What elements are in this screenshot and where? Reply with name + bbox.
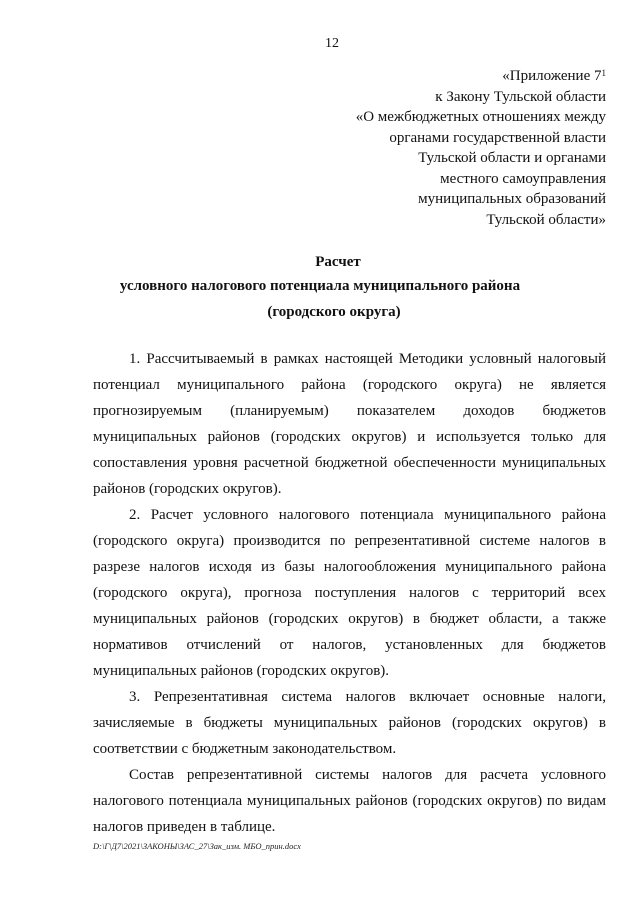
title-line-3: (городского округа) <box>267 304 401 320</box>
title-line-2: условного налогового потенциала муниципального района <box>119 278 521 294</box>
paragraph-2: 2. Расчет условного налогового потенциала муниципального района (городского округа) производится по репрезентативной системе налогов в разрезе налогов исходя из базы налогообложения муниципального района (городского округа), прогноза поступления налогов с территорий всех муниципальных районов (городских округов) в бюджет области, а также нормативов отчислений от налогов, установленных для бюджетов муниципальных районов (городских округов). <box>93 507 606 679</box>
annex-title: «Приложение 7 <box>502 68 602 84</box>
document-body <box>93 346 606 840</box>
page-number: 12 <box>325 36 339 51</box>
annex-line-8: Тульской области» <box>486 211 606 228</box>
footer-file-path: D:\Г\Д7\2021\ЗАКОНЫ\ЗАС_27\Зак_изм. МБО_прин.docx <box>93 841 301 851</box>
annex-line-6: местного самоуправления <box>440 170 606 187</box>
paragraph-3: 3. Репрезентативная система налогов включает основные налоги, зачисляемые в бюджеты муниципальных районов (городских округов) в соответствии с бюджетным законодательством. <box>93 689 606 757</box>
annex-line-4: органами государственной власти <box>389 129 606 146</box>
annex-line-1 <box>356 66 606 87</box>
title-line-1: Расчет <box>315 254 361 270</box>
paragraph-1: 1. Рассчитываемый в рамках настоящей Методики условный налоговый потенциал муниципального района (городского округа) не является прогнозируемым (планируемым) показателем доходов бюджетов муниципальных районов (городских округов) и используется только для сопоставления уровня расчетной бюджетной обеспеченности муниципальных районов (городских округов). <box>93 351 606 497</box>
annex-line-3: «О межбюджетных отношениях между <box>355 109 606 125</box>
annex-superscript: 1 <box>601 68 606 78</box>
annex-line-5: Тульской области и органами <box>418 150 606 166</box>
annex-line-7: муниципальных образований <box>418 191 606 207</box>
paragraph-4: Состав репрезентативной системы налогов для расчета условного налогового потенциала муниципальных районов (городских округов) по видам налогов приведен в таблице. <box>93 767 606 835</box>
annex-line-2: к Закону Тульской области <box>435 88 606 105</box>
annex-header <box>356 66 606 230</box>
